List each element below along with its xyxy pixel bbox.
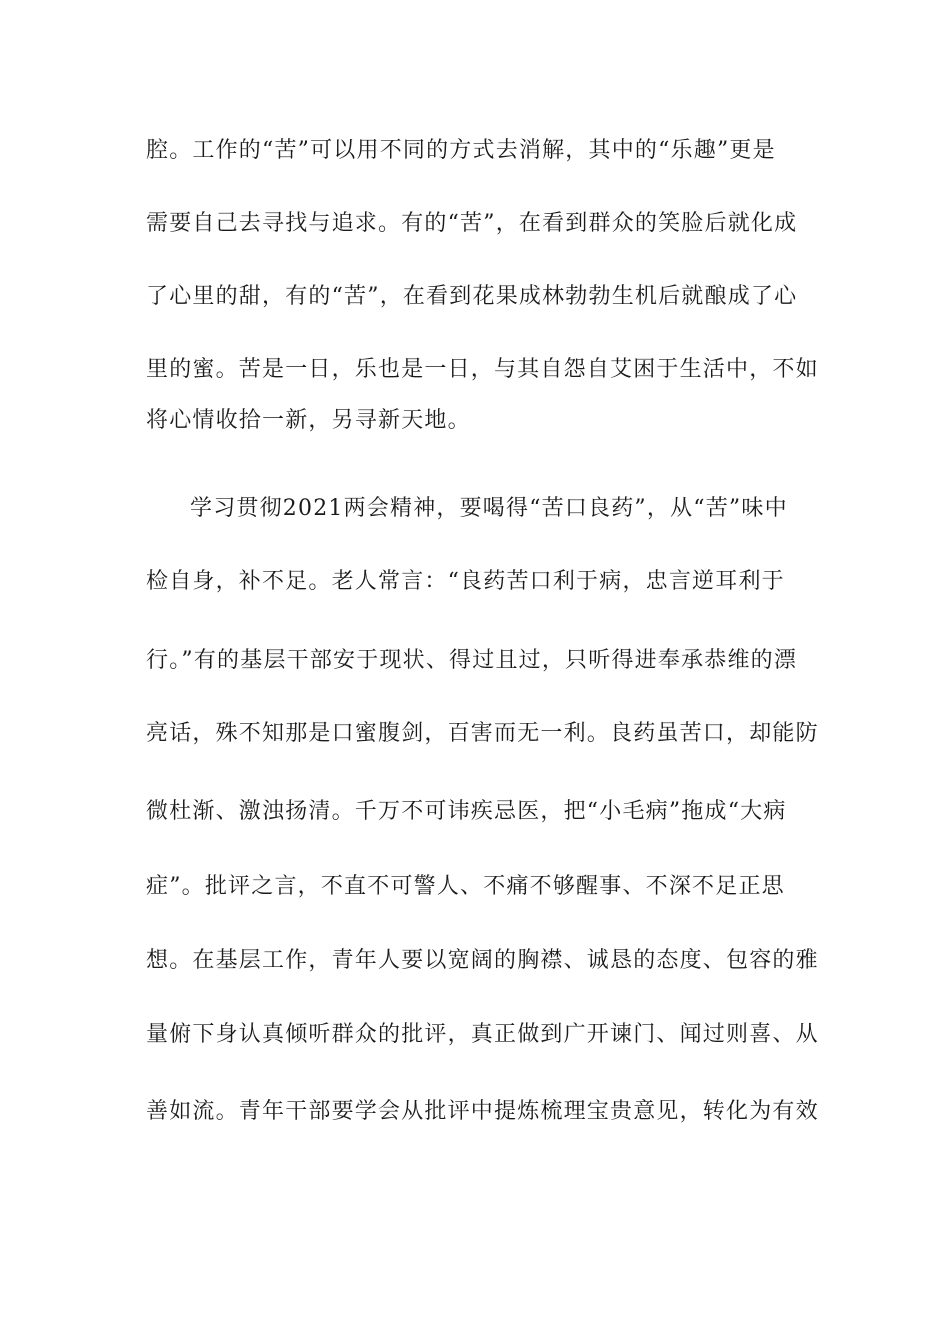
text-line: 将心情收拾一新，另寻新天地。 <box>146 408 471 433</box>
text-line: 检自身，补不足。老人常言：“良药苦口利于病，忠言逆耳利于 <box>146 569 785 594</box>
text-line: 腔。工作的“苦”可以用不同的方式去消解，其中的“乐趣”更是 <box>146 138 776 163</box>
text-line: 行。”有的基层干部安于现状、得过且过，只听得进奉承恭维的漂 <box>146 648 798 673</box>
text-line: 了心里的甜，有的“苦”，在看到花果成林勃勃生机后就酿成了心 <box>146 284 798 309</box>
text-line: 症”。批评之言，不直不可警人、不痛不够醒事、不深不足正思 <box>146 874 785 899</box>
text-line: 微杜渐、激浊扬清。千万不可讳疾忌医，把“小毛病”拖成“大病 <box>146 799 787 824</box>
paragraph-first-line: 学习贯彻2021两会精神，要喝得“苦口良药”，从“苦”味中 <box>190 496 788 521</box>
text-line: 量俯下身认真倾听群众的批评，真正做到广开谏门、闻过则喜、从 <box>146 1022 819 1047</box>
text-line: 善如流。青年干部要学会从批评中提炼梳理宝贵意见，转化为有效 <box>146 1099 819 1124</box>
text-line: 需要自己去寻找与追求。有的“苦”，在看到群众的笑脸后就化成 <box>146 211 798 236</box>
text-line: 里的蜜。苦是一日，乐也是一日，与其自怨自艾困于生活中，不如 <box>146 357 819 382</box>
text-line: 亮话，殊不知那是口蜜腹剑，百害而无一利。良药虽苦口，却能防 <box>146 721 819 746</box>
text-line: 想。在基层工作，青年人要以宽阔的胸襟、诚恳的态度、包容的雅 <box>146 948 819 973</box>
